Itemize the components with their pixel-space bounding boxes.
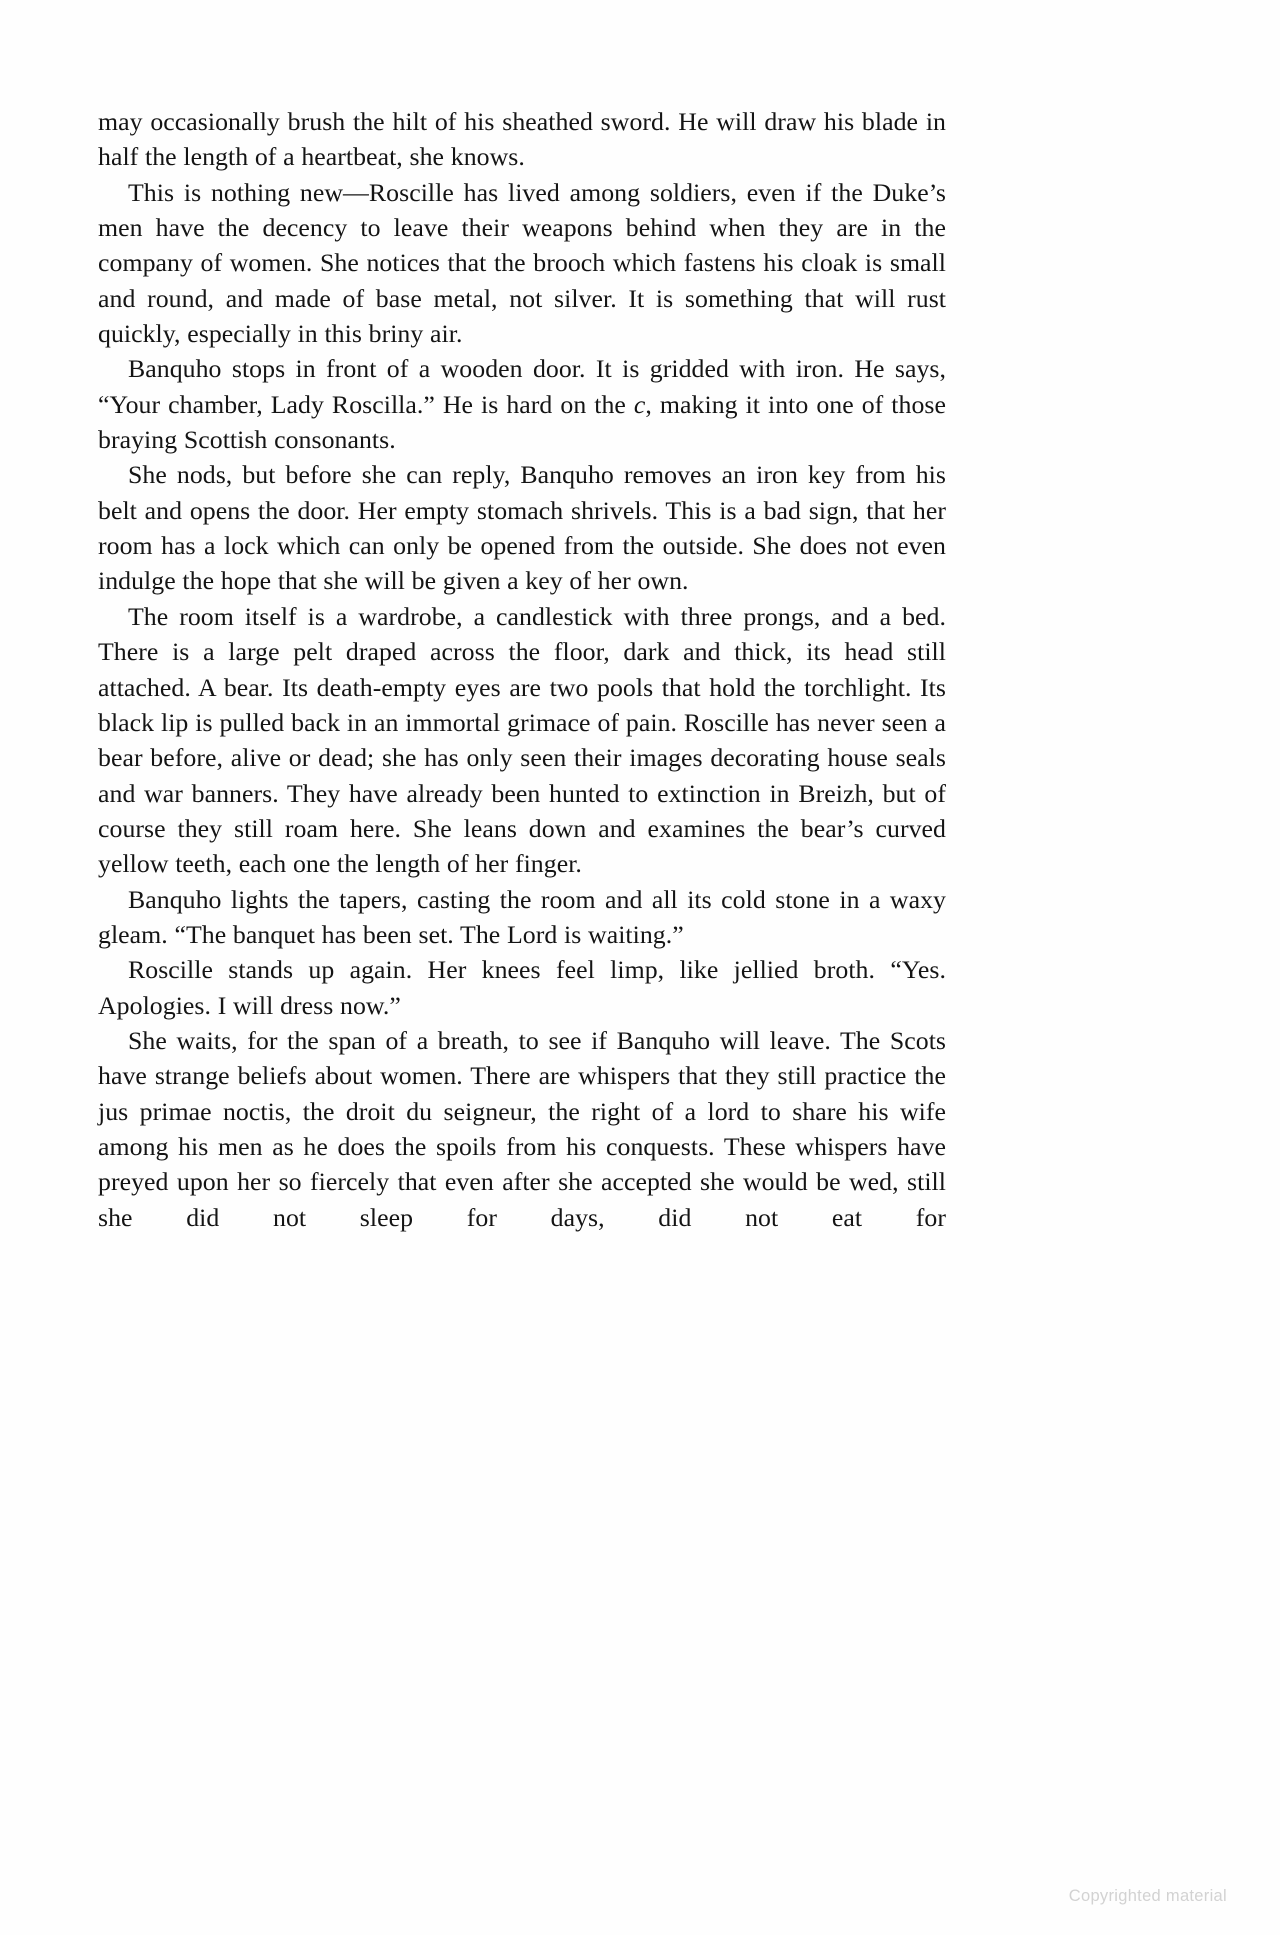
italic-letter: c <box>633 389 646 419</box>
paragraph: This is nothing new—Roscille has lived among soldiers, even if the Duke’s men have the decency to leave their weapons behind when they are in the company of women. She notices that the brooch which fastens his cloak is small and round, and made of base metal, not silver. It is something that will rust quickly, especially in this briny air. <box>98 177 946 349</box>
paragraph: She nods, but before she can reply, Banquho removes an iron key from his belt and opens the door. Her empty stomach shrivels. This is a bad sign, that her room has a lock which can only be opened from the outside. She does not even indulge the hope that she will be given a key of her own. <box>98 460 946 596</box>
paragraph-text-before-italic: Banquho stops in front of a wooden door. It is gridded with iron. He says, “Your chamber, Lady Roscilla.” He is hard on the <box>98 354 946 419</box>
paragraph-with-italic <box>98 351 946 457</box>
paragraph: The room itself is a wardrobe, a candlestick with three prongs, and a bed. There is a large pelt draped across the floor, dark and thick, its head still attached. A bear. Its death-empty eyes are two pools that hold the torchlight. Its black lip is pulled back in an immortal grimace of pain. Roscille has never seen a bear before, alive or dead; she has only seen their images decorating house seals and war banners. They have already been hunted to extinction in Breizh, but of course they still roam here. She leans down and examines the bear’s curved yellow teeth, each one the length of her finger. <box>98 601 946 879</box>
paragraph: Banquho lights the tapers, casting the room and all its cold stone in a waxy gleam. “The banquet has been set. The Lord is waiting.” <box>98 884 946 949</box>
copyright-watermark: Copyrighted material <box>1068 1887 1227 1905</box>
paragraph-continues-next-page: She waits, for the span of a breath, to see if Banquho will leave. The Scots have strange beliefs about women. There are whispers that they still practice the jus primae noctis, the droit du seigneur, the right of a lord to share his wife among his men as he does the spoils from his conquests. These whispers have preyed upon her so fiercely that even after she accepted she would be wed, still she did not sleep for days, did not eat for <box>98 1025 946 1232</box>
page-text-column <box>98 104 946 1270</box>
paragraph-text-after-italic: , making it into one of those braying Scottish consonants. <box>98 389 947 455</box>
paragraph: Roscille stands up again. Her knees feel limp, like jellied broth. “Yes. Apologies. I will dress now.” <box>98 955 946 1020</box>
paragraph-continued: may occasionally brush the hilt of his sheathed sword. He will draw his blade in half the length of a heartbeat, she knows. <box>98 107 946 172</box>
